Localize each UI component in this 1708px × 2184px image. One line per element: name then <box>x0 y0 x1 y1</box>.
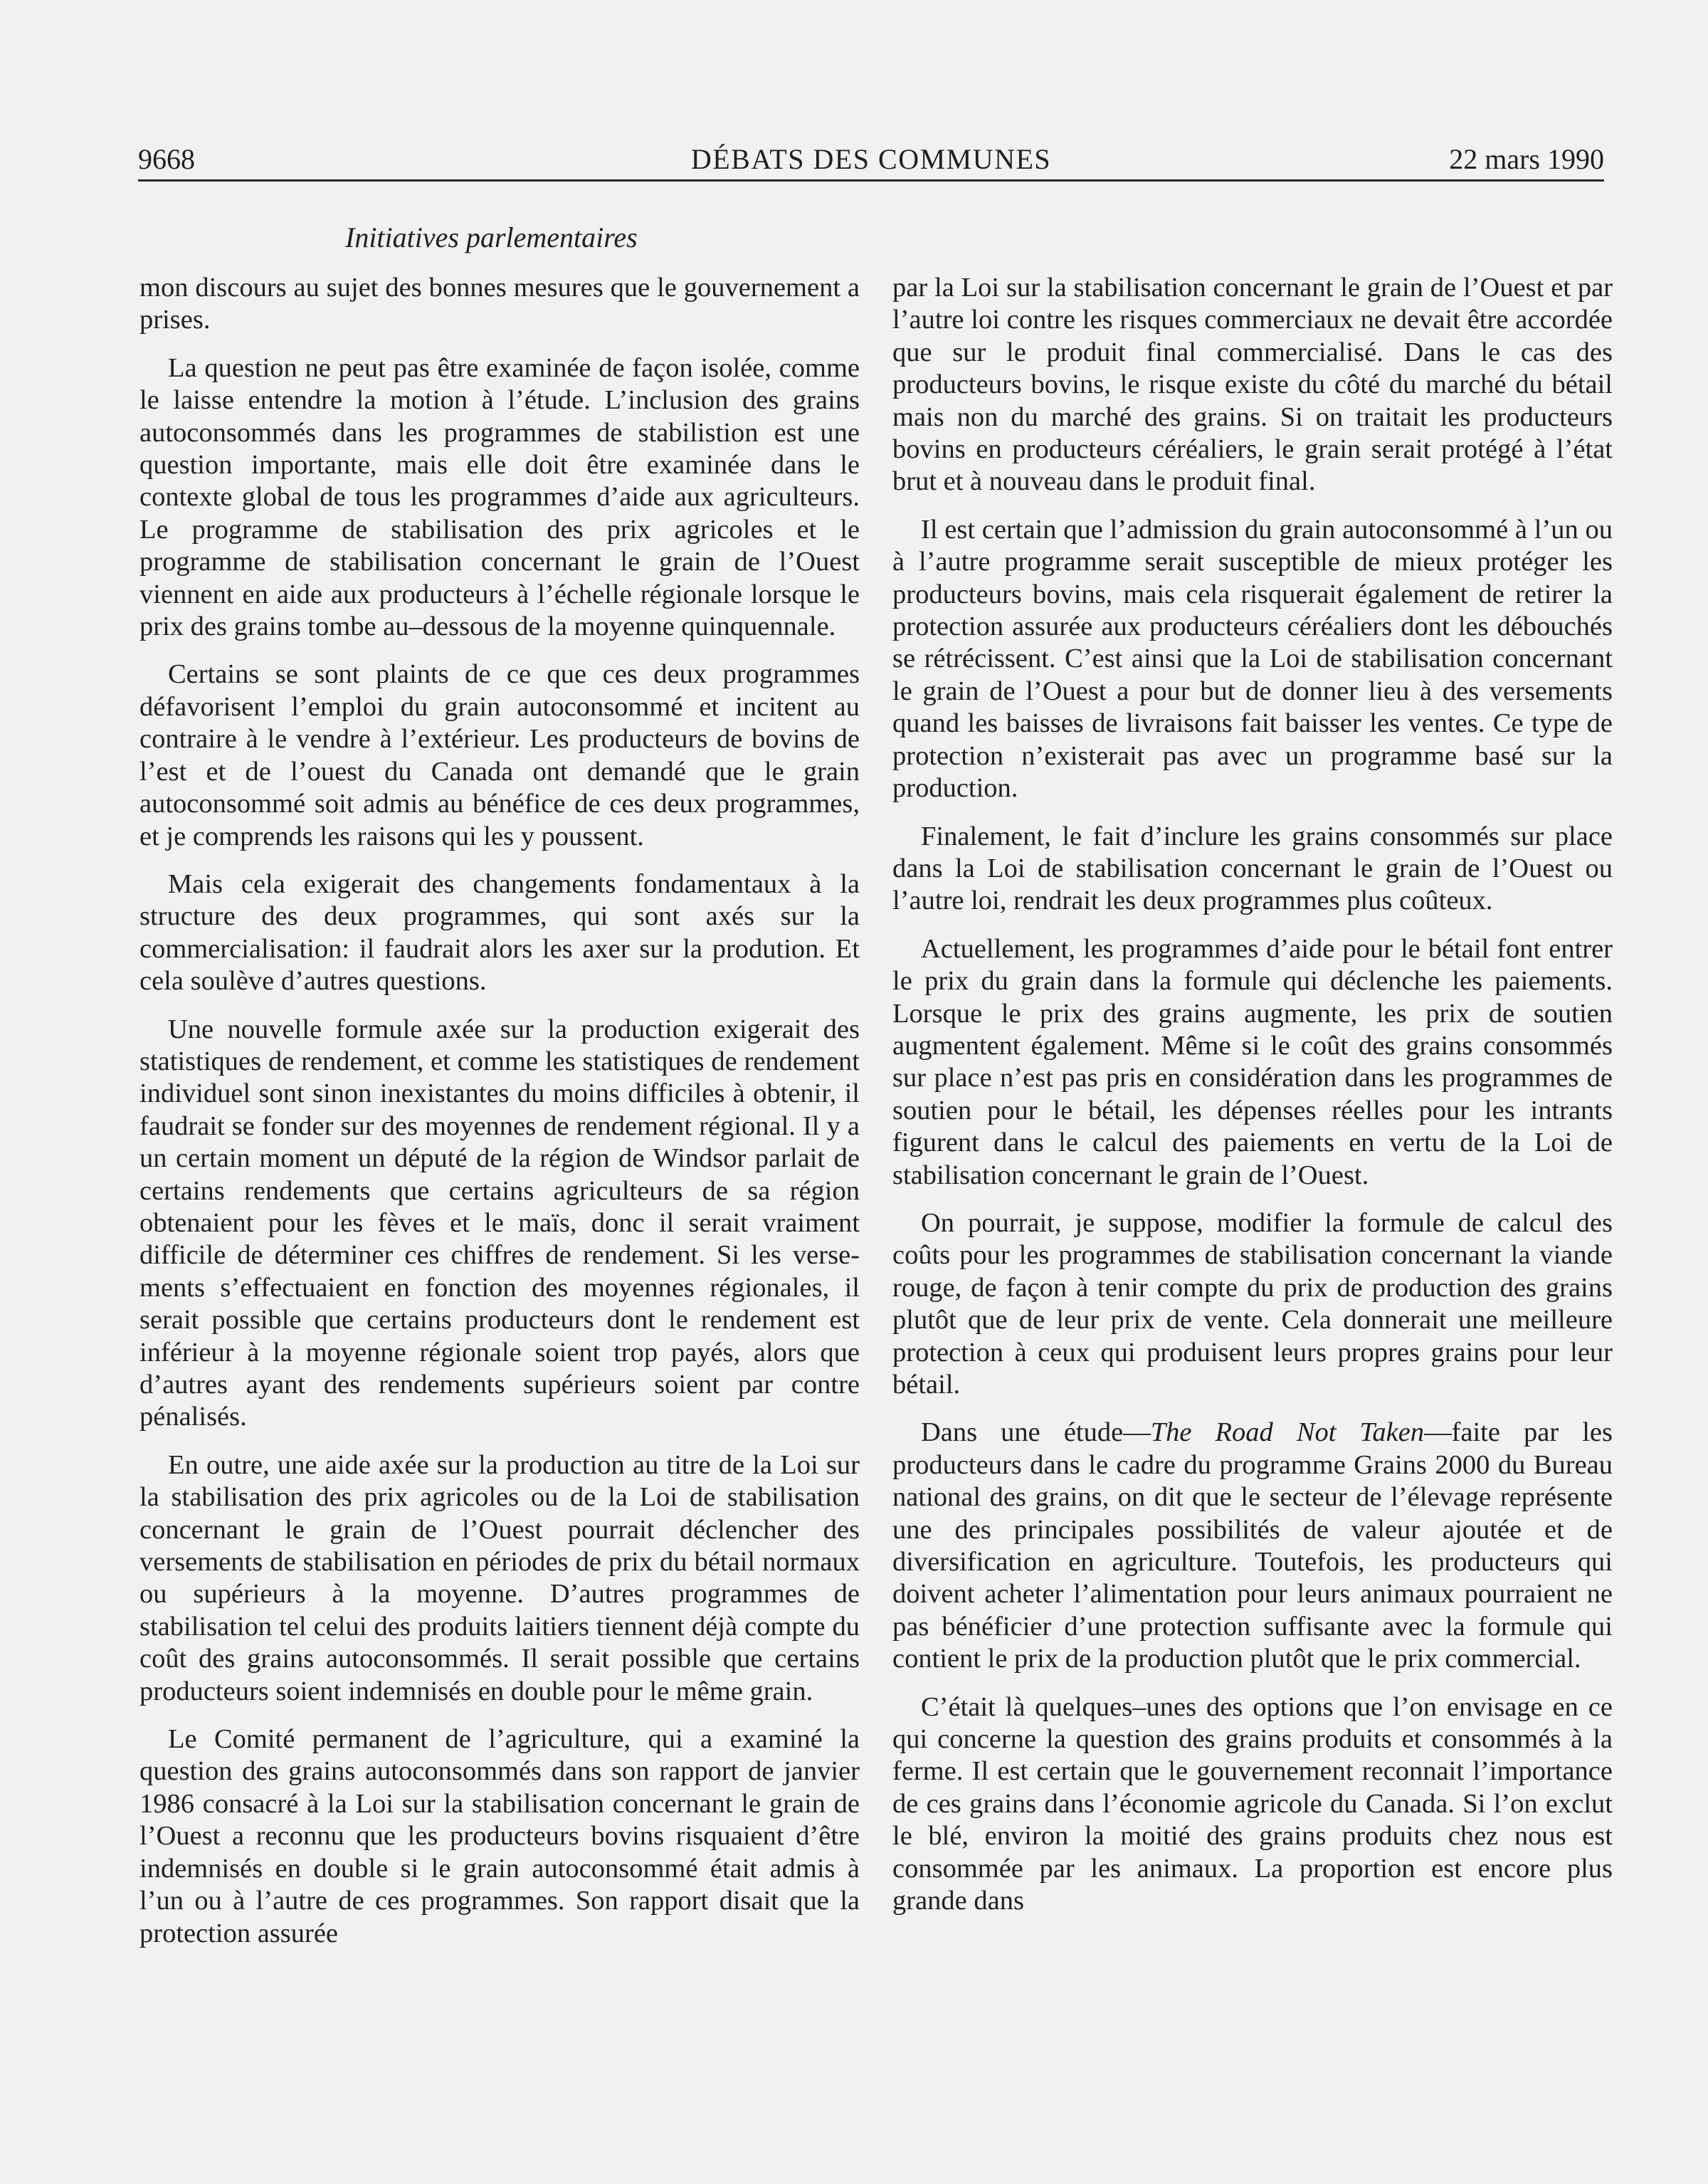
paragraph: par la Loi sur la stabilisation concernant le grain de l’Ouest et par l’autre loi contre les risques commerciaux ne devait être accordée que sur le produit final commercialisé. Dans le cas des producteurs bovins, le risque existe du côté du marché du bétail mais non du marché des grains. Si on traitait les producteurs bovins en producteurs céréaliers, le grain serait protégé à l’état brut et à nouveau dans le produit final. <box>892 273 1613 497</box>
page-header <box>138 140 1604 182</box>
paragraph: Mais cela exigerait des changements fondamentaux à la structure des deux programmes, qui sont axés sur la commercialisation: il faudrait alors les axer sur la prodution. Et cela soulève d’autres questions. <box>139 868 860 997</box>
paragraph: On pourrait, je suppose, modifier la formule de calcul des coûts pour les programmes de stabilisation concernant la viande rouge, de façon à tenir compte du prix de production des grains plutôt que de leur prix de vente. Cela donnerait une meilleure protection à ceux qui produisent leurs propres grains pour leur bétail. <box>892 1207 1613 1400</box>
right-column <box>892 272 1613 1933</box>
paragraph: Le Comité permanent de l’agriculture, qui a examiné la question des grains autoconsommés dans son rapport de janvier 1986 consacré à la Loi sur la stabilisation concernant le grain de l’Ouest a reconnu que les producteurs bovins risquaient d’être indemnisés en double si le grain autoconsommé était admis à l’un ou à l’autre de ces programmes. Son rapport disait que la protection assurée <box>139 1724 860 1948</box>
paragraph: En outre, une aide axée sur la production au titre de la Loi sur la stabilisation des prix agricoles ou de la Loi de stabilisation concernant le grain de l’Ouest pourrait déclencher des versements de stabilisation en périodes de prix du bétail normaux ou supérieurs à la moyenne. D’autres programmes de stabilisation tel celui des produits laitiers tiennent déjà compte du coût des grains autoconsommés. Il serait possible que certains producteurs soient indemnisés en double pour le même grain. <box>139 1449 860 1706</box>
paragraph: Il est certain que l’admission du grain autoconsommé à l’un ou à l’autre programme serait susceptible de mieux protéger les producteurs bovins, mais cela risquerait également de retirer la protection assurée aux producteurs céréaliers dont les débouchés se rétrécissent. C’est ainsi que la Loi de stabilisation concernant le grain de l’Ouest a pour but de donner lieu à des versements quand les baisses de livraisons fait baisser les ventes. Ce type de protection n’existerait pas avec un programme basé sur la production. <box>892 514 1613 804</box>
section-label: Initiatives parlementaires <box>345 221 638 253</box>
publication-date: 22 mars 1990 <box>1449 143 1604 175</box>
paragraph: Finalement, le fait d’inclure les grains consommés sur place dans la Loi de stabilisation concernant le grain de l’Ouest ou l’autre loi, rendrait les deux programmes plus coûteux. <box>892 821 1613 916</box>
paragraph-text: —faite par les producteurs dans le cadre du programme Grains 2000 du Bureau national des grains, on dit que le secteur de l’élevage représente une des principales possibilités de valeur ajoutée et de diversification en agriculture. Toutefois, les producteurs qui doivent acheter l’alimentation pour leurs animaux pourraient ne pas bénéficier d’une protection suffisante avec la formule qui contient le prix de la production plutôt que le prix commercial. <box>892 1417 1613 1674</box>
paragraph: Une nouvelle formule axée sur la production exigerait des statistiques de rendement, et comme les statistiques de rendement individuel sont sinon inexistantes du moins difficiles à obtenir, il faudrait se fonder sur des moyennes de rendement régional. Il y a un certain moment un député de la région de Windsor parlait de certains rendements que certains agriculteurs de sa région obtenaient pour les fèves et le maïs, donc il serait vraiment difficile de déterminer ces chiffres de rendement. Si les versements s’effectuaient en fonction des moyennes régionales, il serait possible que certains producteurs dont le rendement est inférieur à la moyenne régionale soient trop payés, alors que d’autres ayant des rendements supérieurs soient par contre pénalisés. <box>139 1014 860 1432</box>
paragraph: Certains se sont plaints de ce que ces deux programmes défavorisent l’emploi du grain autoconsommé et incitent au contraire à le vendre à l’extérieur. Les producteurs de bovins de l’est et de l’ouest du Canada ont demandé que le grain autoconsommé soit admis au bénéfice de ces deux programmes, et je comprends les raisons qui les y poussent. <box>139 659 860 851</box>
paragraph: Actuellement, les programmes d’aide pour le bétail font entrer le prix du grain dans la formule qui déclenche les paiements. Lorsque le prix des grains augmente, les prix de soutien augmentent également. Même si le coût des grains consommés sur place n’est pas pris en considération dans les programmes de soutien pour le bétail, les dépenses réelles pour les intrants figurent dans le calcul des paiements en vertu de la Loi de stabilisation concernant le grain de l’Ouest. <box>892 933 1613 1190</box>
page-number: 9668 <box>138 143 195 175</box>
publication-title: DÉBATS DES COMMUNES <box>690 143 1052 175</box>
paragraph: La question ne peut pas être examinée de façon isolée, comme le laisse entendre la motion à l’étude. L’inclusion des grains autoconsommés dans les programmes de stabilistion est une question importante, mais elle doit être examinée dans le contexte global de tous les programmes d’aide aux agriculteurs. Le programme de stabilisation des prix agricoles et le programme de stabilisation concernant le grain de l’Ouest viennent en aide aux producteurs à l’échelle régionale lorsque le prix des grains tombe au–dessous de la moyenne quinquennale. <box>139 352 860 642</box>
paragraph: C’était là quelques–unes des options que l’on envisage en ce qui concerne la question des grains produits et consommés à la ferme. Il est certain que le gouvernement reconnait l’importance de ces grains dans l’économie agricole du Canada. Si l’on exclut le blé, environ la moitié des grains produits chez nous est consommée par les animaux. La proportion est encore plus grande dans <box>892 1691 1613 1916</box>
left-column <box>139 272 860 1965</box>
study-title: The Road Not Taken <box>1150 1417 1425 1448</box>
paragraph: mon discours au sujet des bonnes mesures que le gouvernement a prises. <box>139 273 860 335</box>
paragraph <box>892 1417 1613 1675</box>
paragraph-text: Dans une étude— <box>921 1417 1151 1448</box>
